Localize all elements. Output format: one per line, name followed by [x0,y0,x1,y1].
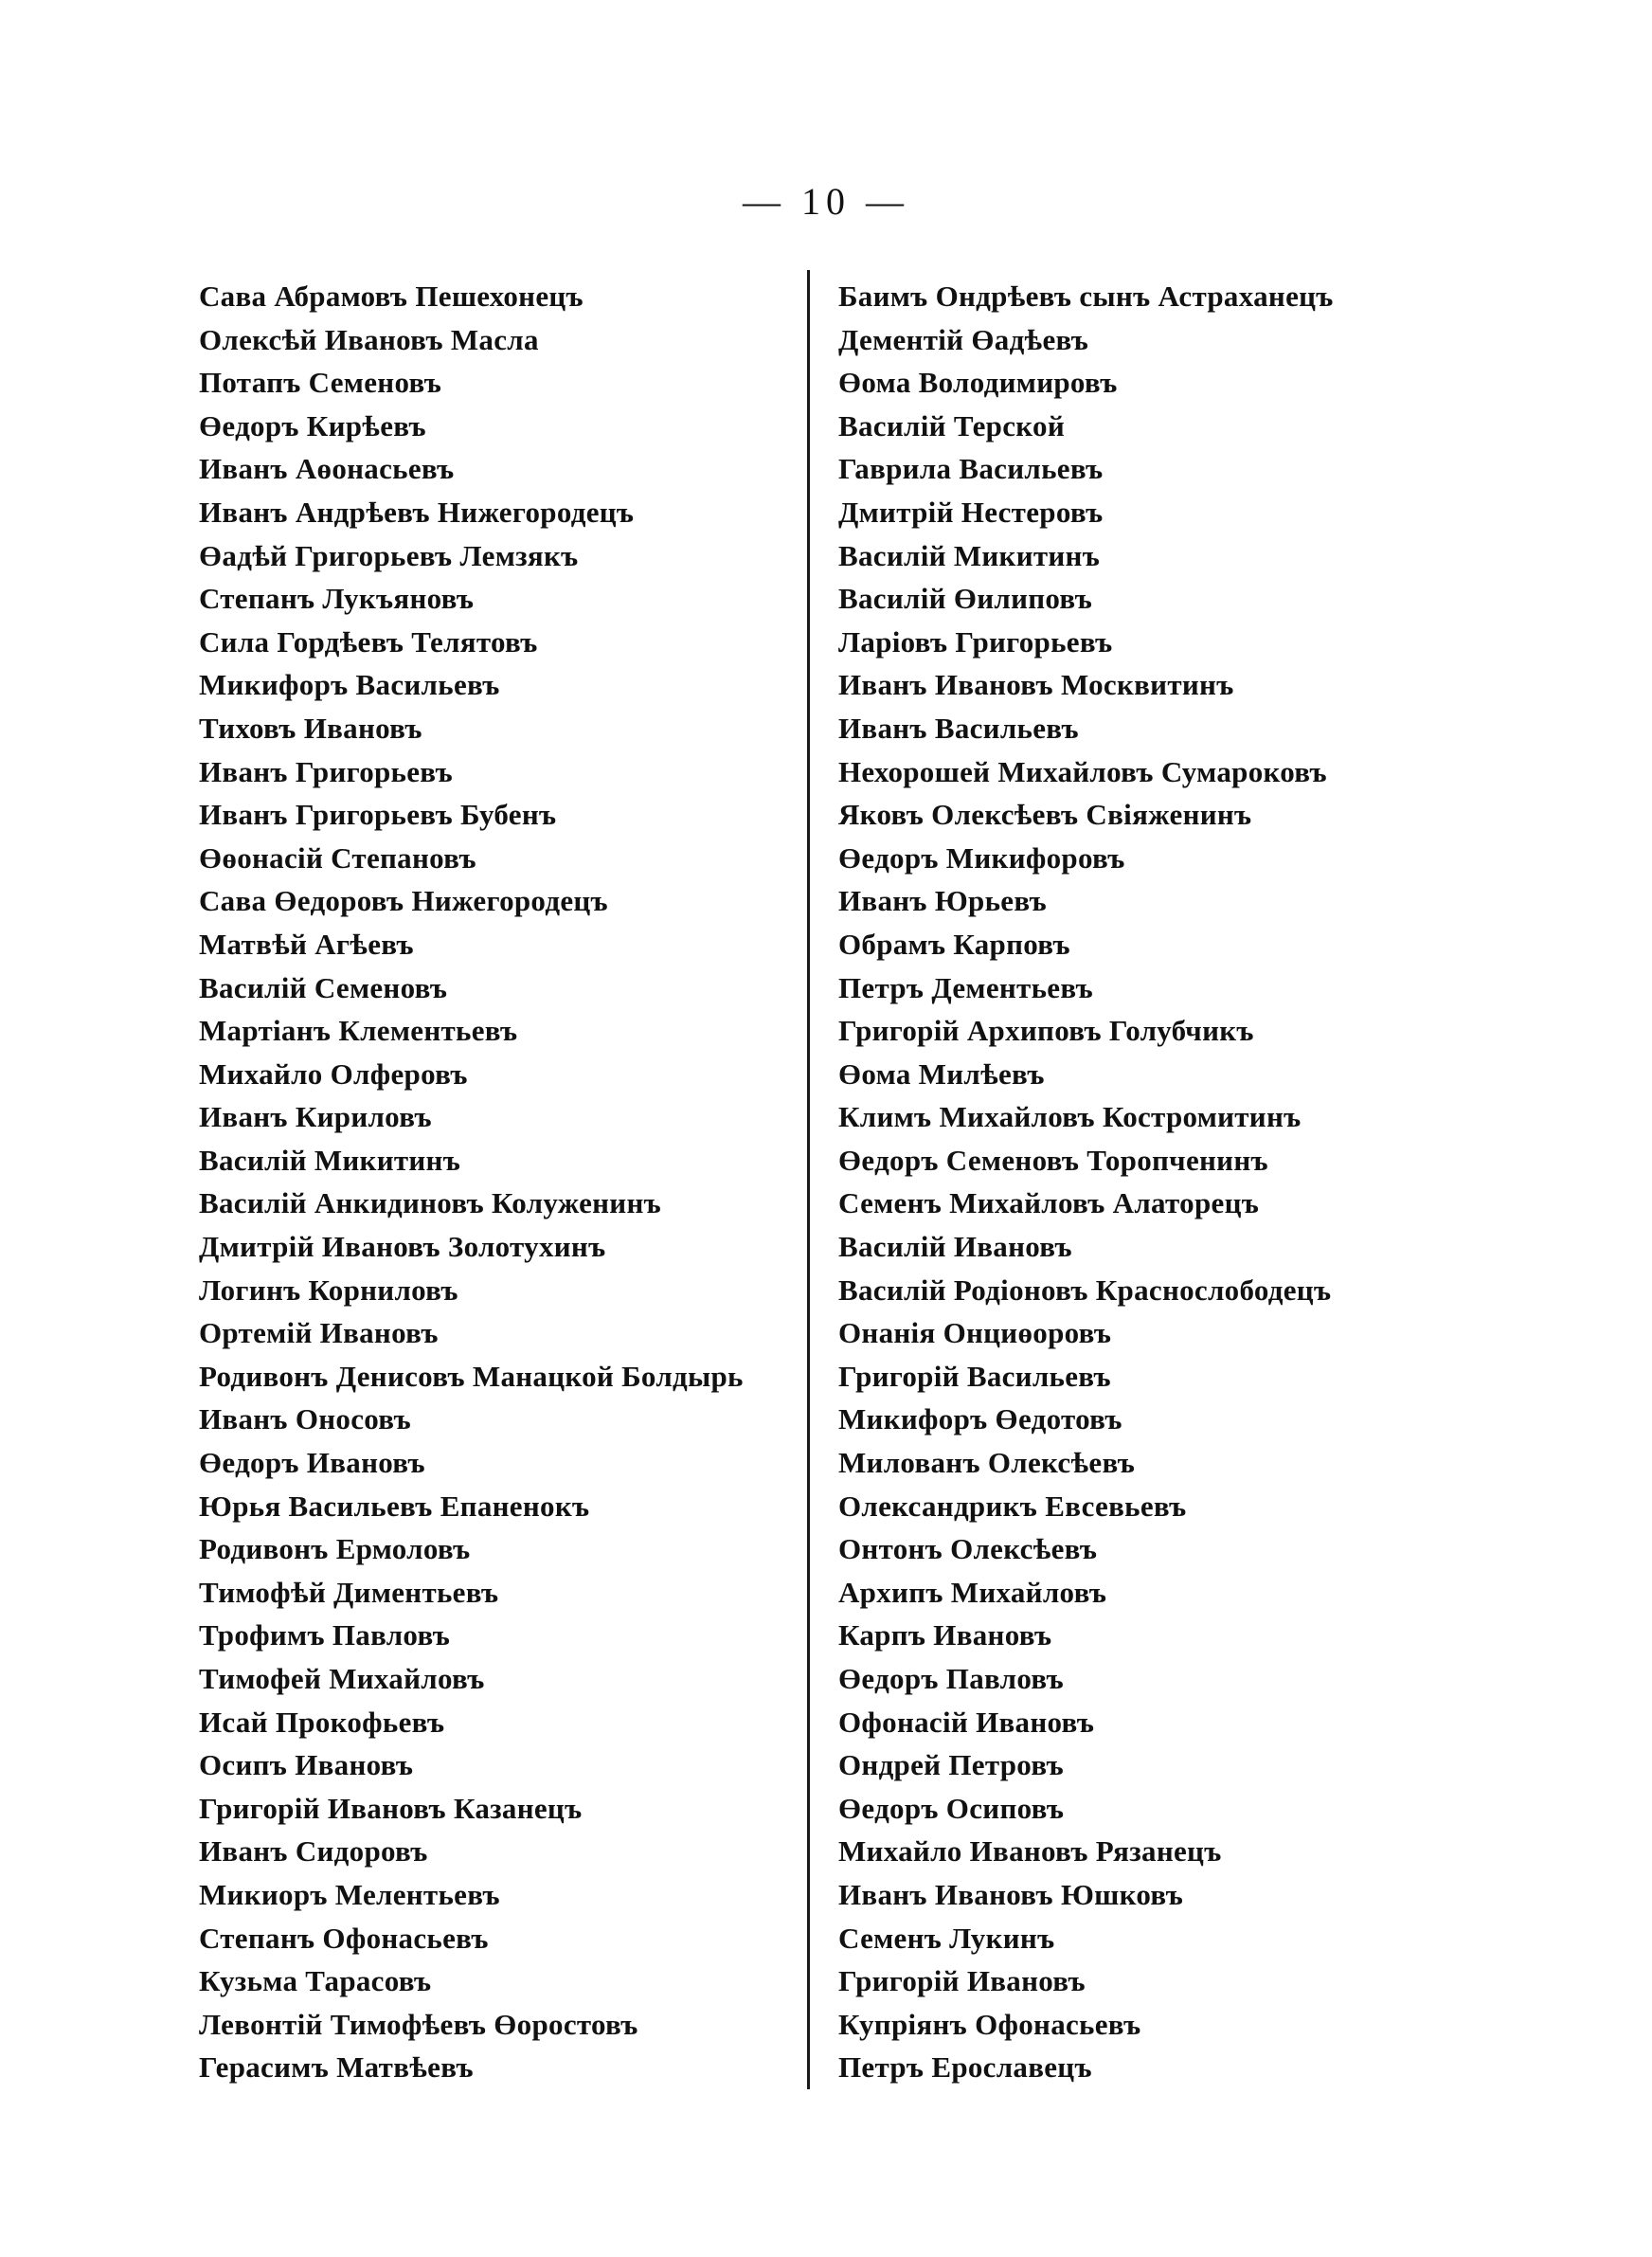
name-entry: Петръ Ерославецъ [838,2050,1092,2085]
name-entry: Нехорошей Михайловъ Сумароковъ [838,754,1327,788]
name-entry: Өадѣй Григорьевъ Лемзякъ [199,538,579,572]
name-entry: Иванъ Кириловъ [199,1100,432,1134]
name-entry: Офонасій Ивановъ [838,1705,1095,1739]
name-entry: Сава Өедоровъ Нижегородецъ [199,884,608,918]
name-entry: Яковъ Олексѣевъ Свіяженинъ [838,798,1252,832]
name-entry: Михайло Ивановъ Рязанецъ [838,1834,1222,1869]
name-entry: Степанъ Офонасьевъ [199,1921,489,1955]
name-entry: Родивонъ Ермоловъ [199,1532,471,1566]
name-entry: Иванъ Ивановъ Москвитинъ [838,668,1234,702]
name-entry: Иванъ Ивановъ Юшковъ [838,1877,1184,1911]
name-entry: Василій Микитинъ [199,1143,461,1177]
name-entry: Дементій Өадѣевъ [838,322,1089,356]
name-entry: Григорій Архиповъ Голубчикъ [838,1014,1254,1048]
name-entry: Иванъ Юрьевъ [838,884,1047,918]
name-entry: Иванъ Васильевъ [838,711,1079,745]
name-entry: Иванъ Григорьевъ [199,754,453,788]
name-entry: Иванъ Оносовъ [199,1402,411,1436]
name-entry: Григорій Ивановъ Казанецъ [199,1791,583,1825]
name-entry: Микифоръ Васильевъ [199,668,500,702]
name-entry: Өедоръ Павловъ [838,1662,1065,1695]
name-entry: Трофимъ Павловъ [199,1618,451,1652]
name-entry: Архипъ Михайловъ [838,1575,1107,1609]
name-entry: Матвѣй Агѣевъ [199,927,414,961]
name-entry: Тимофѣй Диментьевъ [199,1575,499,1609]
name-entry: Олександрикъ Евсевьевъ [838,1489,1187,1523]
name-entry: Өедоръ Микифоровъ [838,840,1125,875]
name-entry: Родивонъ Денисовъ Манацкой Болдырь [199,1359,744,1393]
name-entry: Тиховъ Ивановъ [199,711,422,745]
right-name-column [838,275,1501,2089]
name-entry: Иванъ Григорьевъ Бубенъ [199,798,557,832]
name-entry: Василій Ивановъ [838,1230,1072,1264]
name-entry: Исай Прокофьевъ [199,1705,445,1739]
name-entry: Левонтій Тимофѣевъ Өоростовъ [199,2007,638,2041]
name-entry: Дмитрій Ивановъ Золотухинъ [199,1230,606,1264]
name-entry: Дмитрій Нестеровъ [838,495,1104,529]
name-entry: Герасимъ Матвѣевъ [199,2050,474,2085]
name-entry: Иванъ Аөонасьевъ [199,452,455,486]
name-entry: Григорій Ивановъ [838,1964,1086,1998]
name-entry: Семенъ Лукинъ [838,1921,1055,1955]
name-entry: Мартіанъ Клементьевъ [199,1014,518,1048]
name-entry: Логинъ Корниловъ [199,1273,458,1307]
name-entry: Василій Семеновъ [199,970,448,1004]
name-entry: Юрья Васильевъ Епаненокъ [199,1489,590,1523]
column-divider [807,270,810,2089]
name-entry: Петръ Дементьевъ [838,970,1093,1004]
name-entry: Григорій Васильевъ [838,1359,1111,1393]
name-entry: Милованъ Олексѣевъ [838,1446,1136,1480]
name-entry: Михайло Олферовъ [199,1056,468,1091]
name-entry: Өедоръ Семеновъ Торопченинъ [838,1143,1268,1177]
name-entry: Тимофей Михайловъ [199,1662,485,1695]
name-entry: Сава Абрамовъ Пешехонецъ [199,280,584,313]
name-entry: Обрамъ Карповъ [838,927,1070,961]
name-entry: Купріянъ Офонасьевъ [838,2007,1141,2041]
left-name-column [199,275,805,2089]
name-entry: Баимъ Ондрѣевъ сынъ Астраханецъ [838,280,1334,313]
name-entry: Кузьма Тарасовъ [199,1964,432,1998]
name-entry: Семенъ Михайловъ Алаторецъ [838,1186,1260,1220]
name-entry: Карпъ Ивановъ [838,1618,1052,1652]
name-entry: Сила Гордѣевъ Телятовъ [199,624,538,659]
name-entry: Иванъ Сидоровъ [199,1834,428,1869]
name-entry: Онанія Онциөоровъ [838,1316,1112,1350]
name-entry: Гаврила Васильевъ [838,452,1104,486]
name-entry: Иванъ Андрѣевъ Нижегородецъ [199,495,635,529]
name-entry: Василій Анкидиновъ Колуженинъ [199,1186,662,1220]
name-entry: Микиоръ Мелентьевъ [199,1877,500,1911]
name-entry: Ларіовъ Григорьевъ [838,624,1113,659]
name-entry: Онтонъ Олексѣевъ [838,1532,1098,1566]
name-entry: Потапъ Семеновъ [199,366,442,400]
name-entry: Өөонасій Степановъ [199,840,476,875]
name-entry: Ондрей Петровъ [838,1748,1064,1782]
name-entry: Өома Володимировъ [838,366,1118,400]
name-entry: Ортемій Ивановъ [199,1316,439,1350]
name-entry: Василій Өилиповъ [838,582,1093,616]
name-entry: Өедоръ Осиповъ [838,1791,1065,1825]
name-entry: Климъ Михайловъ Костромитинъ [838,1100,1302,1134]
name-entry: Өома Милѣевъ [838,1056,1045,1091]
name-entry: Степанъ Лукъяновъ [199,582,475,616]
name-entry: Василій Терской [838,408,1065,442]
name-entry: Василій Родіоновъ Краснослободецъ [838,1273,1332,1307]
name-entry: Василій Микитинъ [838,538,1101,572]
name-entry: Олексѣй Ивановъ Масла [199,322,539,356]
name-entry: Өедоръ Кирѣевъ [199,408,426,442]
name-entry: Өедоръ Ивановъ [199,1446,425,1480]
name-entry: Микифоръ Өедотовъ [838,1402,1122,1436]
name-entry: Осипъ Ивановъ [199,1748,414,1782]
page-number: — 10 — [743,180,909,223]
